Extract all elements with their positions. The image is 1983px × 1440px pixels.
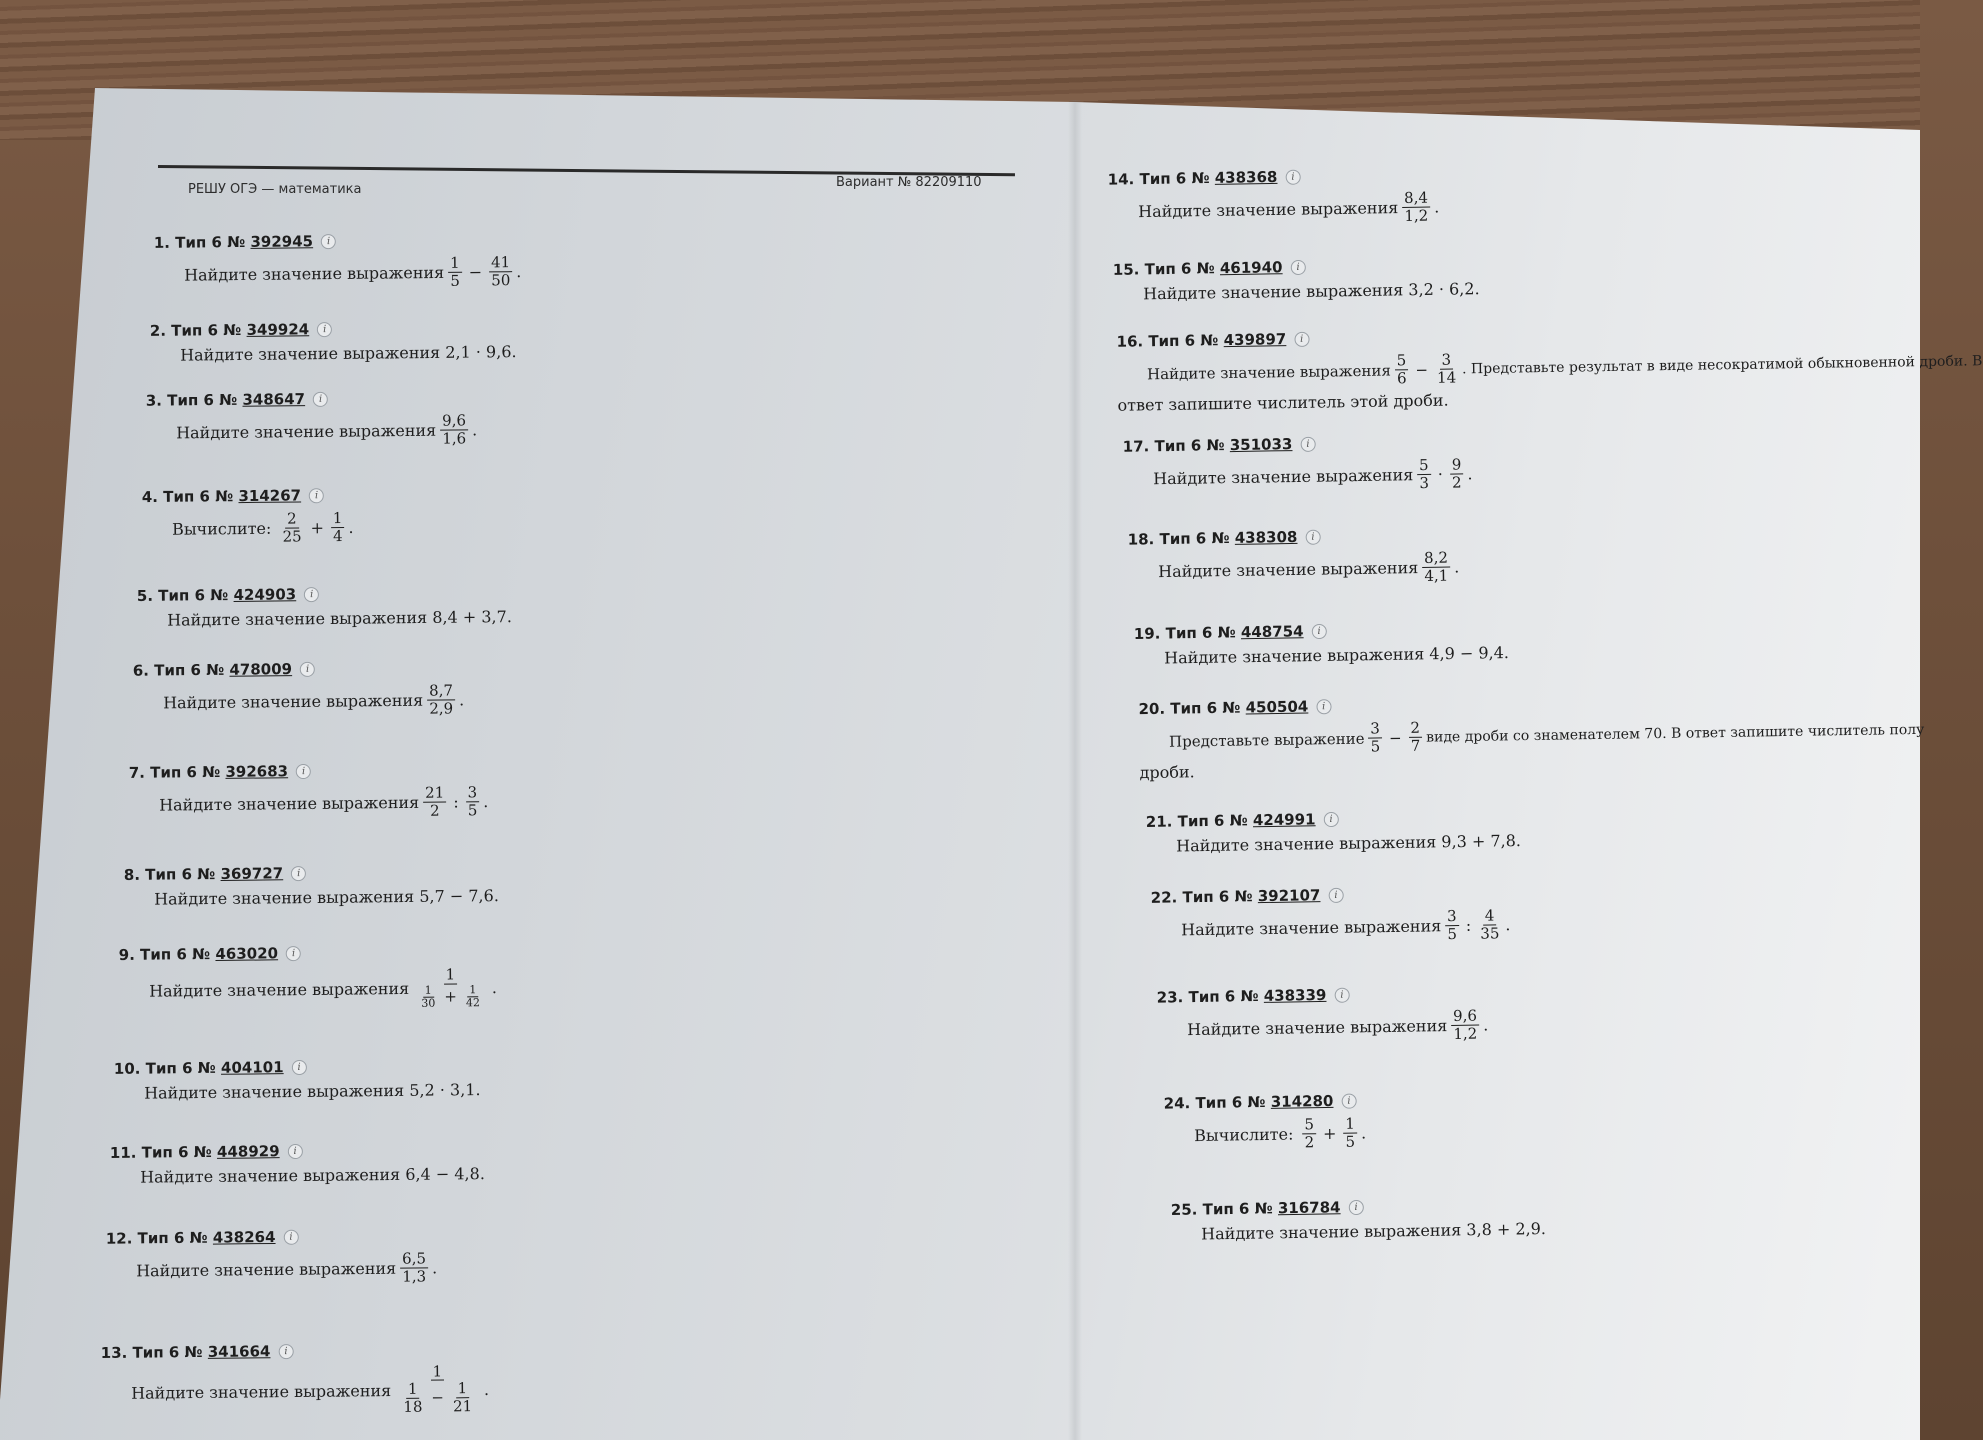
- problem-link[interactable]: 438264: [212, 1227, 276, 1247]
- problem-link[interactable]: 438368: [1214, 167, 1278, 187]
- site-title: РЕШУ ОГЭ — математика: [188, 182, 362, 197]
- info-icon[interactable]: i: [304, 587, 319, 602]
- info-icon[interactable]: i: [321, 234, 336, 249]
- problem-link[interactable]: 438308: [1234, 527, 1298, 547]
- problem-2: 2. Тип 6 № 349924 i Найдите значение выражения 2,1 · 9,6.: [149, 320, 517, 365]
- problem-link[interactable]: 314280: [1270, 1091, 1334, 1111]
- problem-22: 22. Тип 6 № 392107 i Найдите значение выражения $\frac{3}{5}$ : $\frac{4}{35}$ .: [1150, 886, 1511, 944]
- problem-11: 11. Тип 6 № 448929 i Найдите значение выражения 6,4 − 4,8.: [109, 1142, 485, 1187]
- problem-link[interactable]: 439897: [1223, 330, 1287, 350]
- info-icon[interactable]: i: [1294, 332, 1309, 347]
- problem-10: 10. Тип 6 № 404101 i Найдите значение выражения 5,2 · 3,1.: [113, 1058, 481, 1103]
- info-icon[interactable]: i: [292, 1060, 307, 1075]
- info-icon[interactable]: i: [1328, 888, 1343, 903]
- problem-link[interactable]: 424991: [1252, 810, 1316, 830]
- info-icon[interactable]: i: [300, 662, 315, 677]
- problem-link[interactable]: 478009: [229, 660, 293, 679]
- problem-link[interactable]: 349924: [246, 320, 310, 339]
- problem-link[interactable]: 463020: [215, 944, 279, 963]
- problem-14: 14. Тип 6 № 438368 i Найдите значение выражения $\frac{8,4}{1,2}$ .: [1107, 167, 1440, 225]
- problem-link[interactable]: 450504: [1245, 697, 1309, 717]
- problem-link[interactable]: 369727: [220, 864, 284, 883]
- info-icon[interactable]: i: [1341, 1094, 1356, 1109]
- problem-link[interactable]: 348647: [242, 390, 306, 409]
- variant-number: Вариант № 82209110: [836, 175, 982, 190]
- problem-link[interactable]: 438339: [1263, 985, 1327, 1005]
- info-icon[interactable]: i: [1290, 260, 1305, 275]
- problem-4: 4. Тип 6 № 314267 i Вычислите: $\frac{2}{25}$ + $\frac{1}{4}$ .: [141, 486, 354, 546]
- problem-9: 9. Тип 6 № 463020 i Найдите значение выражения 1 $\frac{1}{30}$ + $\frac{1}{42}$ .: [118, 944, 497, 1010]
- problem-23: 23. Тип 6 № 438339 i Найдите значение выражения $\frac{9,6}{1,2}$ .: [1156, 985, 1489, 1043]
- info-icon[interactable]: i: [1305, 530, 1320, 545]
- problem-13: 13. Тип 6 № 341664 i Найдите значение выражения 1 $\frac{1}{18}$ − $\frac{1}{21}$ .: [100, 1342, 490, 1416]
- problem-6: 6. Тип 6 № 478009 i Найдите значение выражения $\frac{8,7}{2,9}$ .: [132, 660, 465, 718]
- problem-19: 19. Тип 6 № 448754 i Найдите значение выражения 4,9 − 9,4.: [1133, 622, 1510, 668]
- info-icon[interactable]: i: [317, 322, 332, 337]
- info-icon[interactable]: i: [286, 946, 301, 961]
- problem-link[interactable]: 448929: [216, 1142, 280, 1161]
- problem-17: 17. Тип 6 № 351033 i Найдите значение выражения $\frac{5}{3}$ · $\frac{9}{2}$ .: [1122, 435, 1473, 493]
- problem-link[interactable]: 392945: [250, 232, 314, 251]
- page-fold: [1068, 100, 1082, 1440]
- info-icon[interactable]: i: [296, 764, 311, 779]
- problem-18: 18. Тип 6 № 438308 i Найдите значение выражения $\frac{8,2}{4,1}$ .: [1127, 527, 1460, 585]
- info-icon[interactable]: i: [313, 392, 328, 407]
- info-icon[interactable]: i: [291, 866, 306, 881]
- problem-8: 8. Тип 6 № 369727 i Найдите значение выражения 5,7 − 7,6.: [123, 864, 499, 909]
- problem-link[interactable]: 404101: [220, 1058, 284, 1077]
- problem-link[interactable]: 392107: [1257, 886, 1321, 906]
- info-icon[interactable]: i: [1323, 812, 1338, 827]
- problem-link[interactable]: 316784: [1277, 1198, 1341, 1218]
- info-icon[interactable]: i: [278, 1344, 293, 1359]
- info-icon[interactable]: i: [1316, 699, 1331, 714]
- problem-20: 20. Тип 6 № 450504 i Представьте выражение $\frac{3}{5}$ − $\frac{2}{7}$ виде дроби со знаменателем 70. В ответ запишите числитель полу дроби.: [1138, 697, 1925, 783]
- info-icon[interactable]: i: [309, 488, 324, 503]
- problem-21: 21. Тип 6 № 424991 i Найдите значение выражения 9,3 + 7,8.: [1145, 810, 1522, 856]
- problem-25: 25. Тип 6 № 316784 i Найдите значение выражения 3,8 + 2,9.: [1170, 1198, 1547, 1244]
- info-icon[interactable]: i: [1348, 1200, 1363, 1215]
- problem-1: 1. Тип 6 № 392945 i Найдите значение выражения $\frac{1}{5}$ − $\frac{41}{50}$ .: [153, 232, 522, 290]
- info-icon[interactable]: i: [288, 1144, 303, 1159]
- problem-link[interactable]: 314267: [238, 486, 302, 506]
- info-icon[interactable]: i: [1285, 170, 1300, 185]
- problem-7: 7. Тип 6 № 392683 i Найдите значение выражения $\frac{21}{2}$ : $\frac{3}{5}$ .: [128, 762, 489, 820]
- problem-5: 5. Тип 6 № 424903 i Найдите значение выражения 8,4 + 3,7.: [136, 585, 512, 630]
- problem-16: 16. Тип 6 № 439897 i Найдите значение выражения $\frac{5}{6}$ − $\frac{3}{14}$ . Представьте результат в виде несократимой обыкновенной дроби. В ответ запишите числитель этой дроби.: [1116, 330, 1983, 415]
- info-icon[interactable]: i: [283, 1230, 298, 1245]
- info-icon[interactable]: i: [1311, 624, 1326, 639]
- info-icon[interactable]: i: [1300, 437, 1315, 452]
- problem-link[interactable]: 448754: [1240, 622, 1304, 642]
- info-icon[interactable]: i: [1334, 988, 1349, 1003]
- problem-link[interactable]: 341664: [207, 1342, 271, 1361]
- problem-24: 24. Тип 6 № 314280 i Вычислите: $\frac{5}{2}$ + $\frac{1}{5}$ .: [1163, 1091, 1367, 1152]
- problem-link[interactable]: 351033: [1229, 435, 1293, 455]
- problem-link[interactable]: 424903: [233, 585, 297, 604]
- problem-link[interactable]: 392683: [225, 762, 289, 781]
- problem-link[interactable]: 461940: [1219, 258, 1283, 278]
- problem-12: 12. Тип 6 № 438264 i Найдите значение выражения $\frac{6,5}{1,3}$ .: [105, 1227, 438, 1286]
- problem-15: 15. Тип 6 № 461940 i Найдите значение выражения 3,2 · 6,2.: [1112, 258, 1480, 304]
- problem-3: 3. Тип 6 № 348647 i Найдите значение выражения $\frac{9,6}{1,6}$ .: [145, 390, 478, 448]
